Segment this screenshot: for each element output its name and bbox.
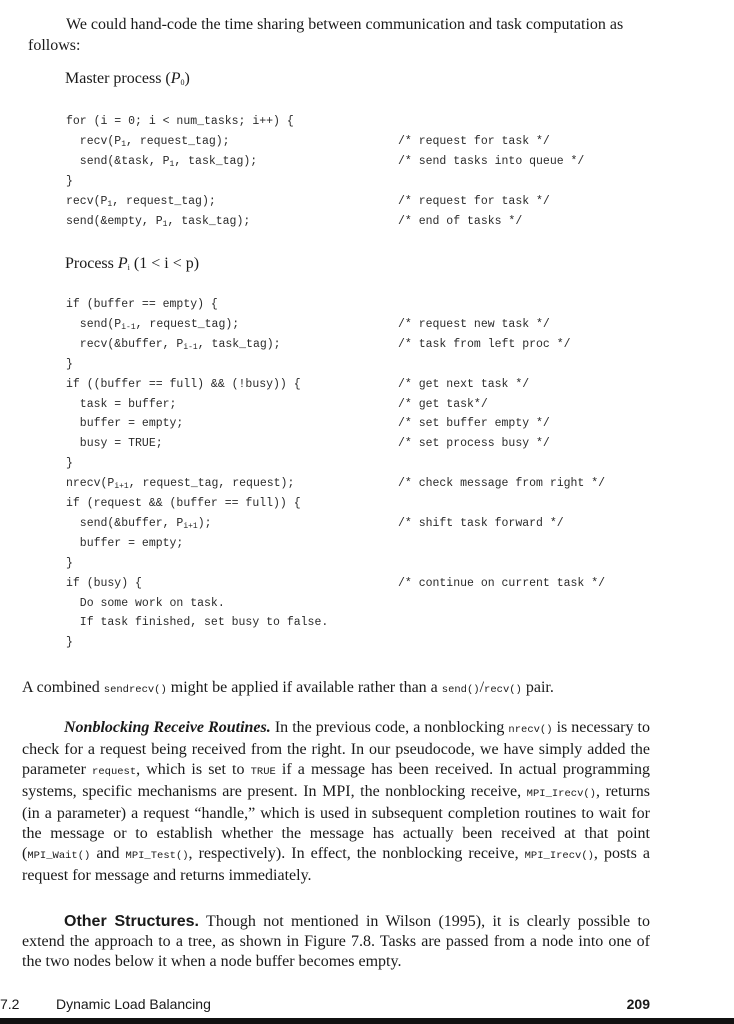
inline-code: request [92, 766, 137, 778]
code-line: If task finished, set busy to false. [66, 616, 329, 630]
code-line: } [66, 556, 73, 570]
subscript: i+1 [114, 482, 129, 492]
code-line: if (request && (buffer == full)) { [66, 497, 301, 510]
subscript: i-1 [183, 342, 198, 352]
paragraph-combined-sendrecv: A combined sendrecv() might be applied if available rather than a send()/recv() pair. [22, 679, 554, 696]
slave-process-heading: Process $P_i$ (1 < i < p) [65, 255, 200, 272]
inline-code: nrecv() [508, 724, 553, 736]
code-comment: /* shift task forward */ [398, 516, 564, 530]
inline-code: MPI_Irecv() [524, 850, 594, 862]
code-comment: /* check message from right */ [398, 477, 606, 491]
subscript: 1 [162, 220, 168, 229]
code-comment: /* continue on current task */ [398, 576, 606, 590]
code-line: if ((buffer == full) && (!busy)) { [66, 377, 301, 391]
page-footer [0, 996, 734, 1016]
page-number: 209 [626, 996, 650, 1012]
run-in-heading: Other Structures. [64, 913, 199, 930]
inline-code: MPI_Test() [125, 850, 189, 862]
code-line: $recv(P_1$, request_tag); [66, 195, 216, 209]
code-comment: /* get task*/ [398, 397, 488, 411]
code-line: } [66, 636, 73, 650]
code-comment: /* set buffer empty */ [398, 417, 550, 431]
footer-chapter-title: Dynamic Load Balancing [56, 996, 211, 1012]
subscript: 1 [107, 200, 113, 209]
code-line: buffer = empty; [66, 417, 184, 431]
master-process-heading: Master process $(P_0)$ [65, 70, 190, 87]
code-comment: /* request for task */ [398, 195, 550, 208]
inline-code: TRUE [250, 766, 276, 778]
code-line: $send(P_{i-1}$, request_tag); [66, 317, 240, 332]
code-line: recv(&buffer, $P_{i-1}$, task_tag); [66, 337, 281, 352]
intro-paragraph: We could hand-code the time sharing between communication and task computation as follows: [28, 16, 624, 54]
footer-rule [0, 1018, 734, 1024]
code-comment: /* task from left proc */ [398, 337, 571, 351]
code-comment: /* set process busy */ [398, 437, 550, 451]
code-line: if (busy) { [66, 576, 142, 590]
heading-variable: P [117, 255, 128, 272]
code-line: buffer = empty; [66, 536, 184, 550]
code-line: send(&empty, $P_1$, task_tag); [66, 215, 251, 229]
inline-code: send() [441, 684, 480, 696]
paragraph-nonblocking-receive: Nonblocking Receive Routines. In the previous code, a nonblocking nrecv() is necessary to check for a request being received from the right. In our pseudocode, we have simply added the parameter request, which is set to TRUE if a message has been received. In actual programming systems, specific mechanisms are present. In MPI, the nonblocking receive, MPI_Irecv(), returns (in a parameter) a request “handle,” which is used in subsequent completion routines to wait for the message or to establish whether the message has actually been received at that point (MPI_Wait() and MPI_Test(), respectively). In effect, the nonblocking receive, MPI_Irecv(), posts a request for message and returns immediately. [22, 719, 651, 884]
code-line: task = buffer; [66, 397, 177, 411]
code-comment: /* request for task */ [398, 135, 550, 148]
code-comment: /* get next task */ [398, 377, 530, 391]
subscript: i+1 [183, 521, 198, 531]
heading-subscript: i [127, 263, 130, 272]
code-line: } [66, 175, 73, 188]
code-comment: /* request new task */ [398, 317, 550, 331]
subscript: 1 [121, 140, 127, 149]
code-line: $recv(P_1$, request_tag); [66, 135, 230, 149]
code-line: if (buffer == empty) { [66, 298, 218, 311]
heading-variable: P [170, 70, 181, 87]
inline-code: MPI_Wait() [27, 850, 91, 862]
code-line: $nrecv(P_{i+1}$, request_tag, request); [66, 477, 295, 492]
inline-code: recv() [484, 684, 522, 696]
code-comment: /* end of tasks */ [398, 215, 523, 228]
code-line: send(&buffer, $P_{i+1}$); [66, 516, 212, 531]
subscript: 1 [169, 160, 175, 169]
inline-code: sendrecv() [103, 684, 167, 696]
run-in-heading: Nonblocking Receive Routines. [64, 719, 271, 736]
code-line: Do some work on task. [66, 596, 225, 610]
code-line: busy = TRUE; [66, 437, 163, 451]
subscript: i-1 [121, 322, 136, 332]
heading-subscript: 0 [180, 78, 185, 87]
code-line: } [66, 357, 73, 371]
code-comment: /* send tasks into queue */ [398, 155, 585, 168]
inline-code: MPI_Irecv() [526, 788, 596, 800]
paragraph-other-structures: Other Structures. Though not mentioned in Wilson (1995), it is clearly possible to extend the approach to a tree, as shown in Figure 7.8. Tasks are passed from a node into one of the two nodes below it when a node buffer becomes empty. [22, 913, 650, 970]
code-line: for (i = 0; i < num_tasks; i++) { [66, 115, 294, 128]
footer-section-number: 7.2 [0, 996, 20, 1012]
code-line: } [66, 457, 73, 471]
code-line: send(&task, $P_1$, task_tag); [66, 155, 258, 169]
